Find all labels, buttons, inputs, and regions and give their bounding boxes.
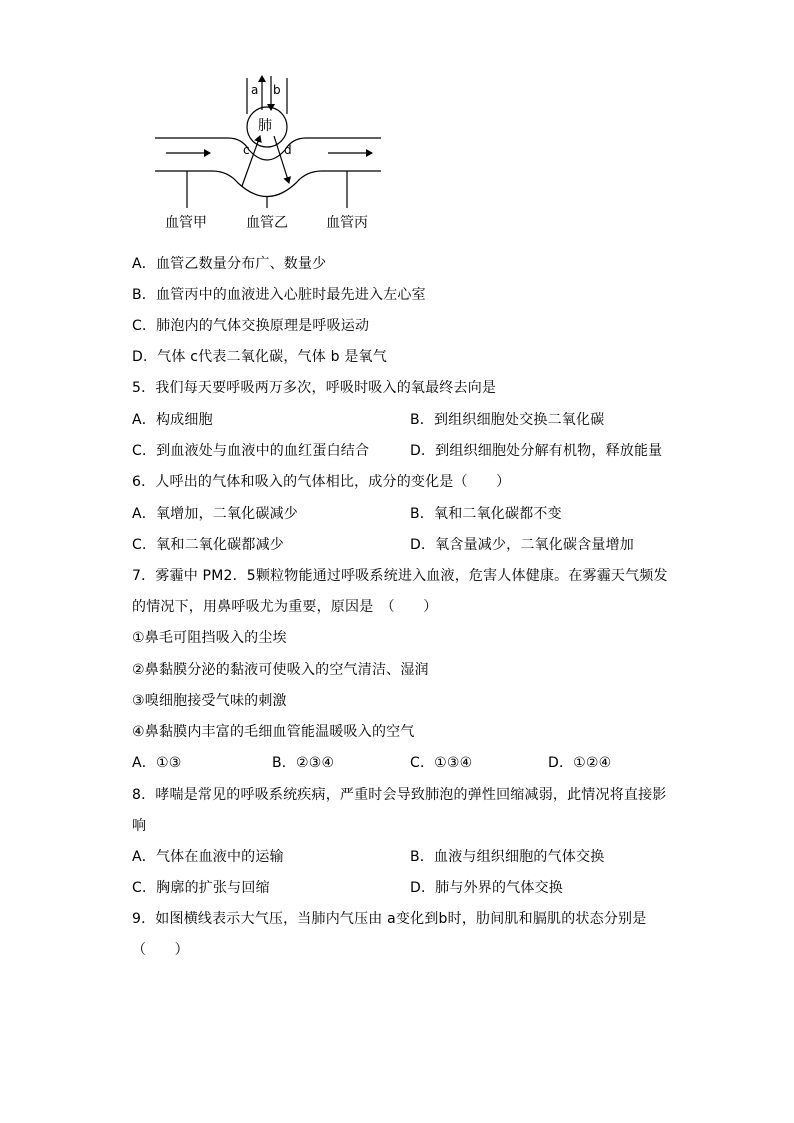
label-d: d	[284, 143, 292, 157]
q5-option-c: C．到血液处与血液中的血红蛋白结合	[132, 443, 370, 459]
q9-stem-line2: （ ）	[132, 942, 189, 958]
q4-option-d: D．气体 c代表二氧化碳，气体 b 是氧气	[132, 349, 387, 365]
q5-option-b: B．到组织细胞处交换二氧化碳	[410, 412, 605, 428]
q8-option-d: D．肺与外界的气体交换	[410, 880, 563, 896]
q7-item-4: ④鼻黏膜内丰富的毛细血管能温暖吸入的空气	[132, 724, 415, 740]
q6-stem: 6．人呼出的气体和吸入的气体相比，成分的变化是（ ）	[132, 474, 511, 490]
q4-option-a: A．血管乙数量分布广、数量少	[132, 256, 327, 272]
label-lung: 肺	[258, 118, 272, 134]
q6-option-a: A．氧增加，二氧化碳减少	[132, 506, 298, 522]
q8-stem-line2: 响	[132, 818, 147, 834]
q4-option-c: C．肺泡内的气体交换原理是呼吸运动	[132, 318, 370, 334]
label-a: a	[251, 83, 259, 97]
label-c: c	[243, 143, 250, 157]
q8-stem-line1: 8．哮喘是常见的呼吸系统疾病，严重时会导致肺泡的弹性回缩减弱，此情况将直接影	[132, 787, 667, 803]
q7-option-b: B．②③④	[272, 755, 335, 771]
q6-option-c: C．氧和二氧化碳都减少	[132, 537, 284, 553]
lung-blood-vessel-diagram	[150, 70, 390, 240]
q7-stem-line2: 的情况下，用鼻呼吸尤为重要，原因是 （ ）	[132, 599, 438, 615]
label-vessel-1: 血管甲	[165, 215, 207, 231]
q7-stem-line1: 7．雾霾中 PM2．5颗粒物能通过呼吸系统进入血液，危害人体健康。在雾霾天气频发	[132, 568, 668, 584]
q6-option-d: D．氧含量减少，二氧化碳含量增加	[410, 537, 634, 553]
q8-option-a: A．气体在血液中的运输	[132, 849, 284, 865]
q8-option-c: C．胸廓的扩张与回缩	[132, 880, 270, 896]
q8-option-b: B．血液与组织细胞的气体交换	[410, 849, 605, 865]
q7-item-2: ②鼻黏膜分泌的黏液可使吸入的空气清洁、湿润	[132, 662, 429, 678]
q6-option-b: B．氧和二氧化碳都不变	[410, 506, 562, 522]
q4-option-b: B．血管丙中的血液进入心脏时最先进入左心室	[132, 287, 426, 303]
q9-stem-line1: 9．如图横线表示大气压，当肺内气压由 a变化到b时，肋间肌和膈肌的状态分别是	[132, 911, 647, 927]
q7-option-a: A．①③	[132, 755, 182, 771]
label-b: b	[273, 83, 281, 97]
q5-stem: 5．我们每天要呼吸两万多次，呼吸时吸入的氧最终去向是	[132, 380, 497, 396]
q5-option-a: A．构成细胞	[132, 412, 213, 428]
vessel-upper-wall	[155, 138, 381, 160]
q7-item-3: ③嗅细胞接受气味的刺激	[132, 693, 287, 709]
q7-option-c: C．①③④	[410, 755, 473, 771]
label-vessel-2: 血管乙	[246, 215, 288, 231]
label-vessel-3: 血管丙	[326, 215, 368, 231]
q5-option-d: D．到组织细胞处分解有机物，释放能量	[410, 443, 663, 459]
q7-option-d: D．①②④	[548, 755, 612, 771]
q7-item-1: ①鼻毛可阻挡吸入的尘埃	[132, 630, 287, 646]
